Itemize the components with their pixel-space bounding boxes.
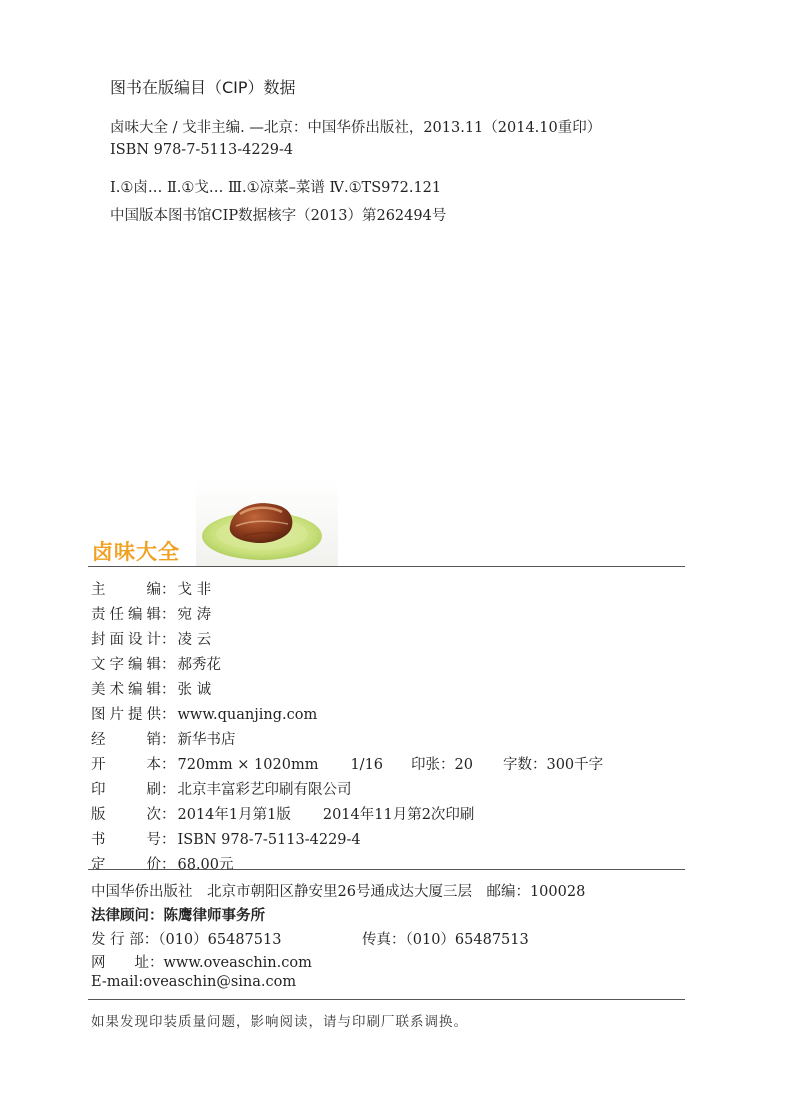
fax-label: 传真： <box>362 932 406 948</box>
credit-editor: 主编： 戈 非 <box>91 578 211 599</box>
divider-middle <box>88 869 685 870</box>
credit-cover-design-value: 凌 云 <box>177 632 212 648</box>
publisher-address: 中国华侨出版社 北京市朝阳区静安里26号通成达大厦三层 邮编：100028 <box>91 884 586 900</box>
sales-department <box>91 928 281 949</box>
credit-responsible-editor: 责任编辑： 宛 涛 <box>91 603 211 624</box>
legal-counsel: 法律顾问：陈鹰律师事务所 <box>91 908 265 924</box>
credit-printer-value: 北京丰富彩艺印刷有限公司 <box>177 782 352 798</box>
credit-art-editor-label: 美术编辑 <box>91 682 161 698</box>
credit-photo-label: 图片提供 <box>91 707 161 723</box>
divider-bottom <box>88 999 685 1000</box>
credit-art-editor-value: 张 诚 <box>177 682 212 698</box>
sales-label: 发 行 部： <box>91 932 159 948</box>
cip-line-4: 中国版本图书馆CIP数据核字（2013）第262494号 <box>110 208 447 224</box>
credit-format: 开本： 720mm × 1020mm 1/16 印张：20 字数：300千字 <box>91 753 603 774</box>
credit-cover-design-label: 封面设计 <box>91 632 161 648</box>
cip-line-2: ISBN 978-7-5113-4229-4 <box>110 142 294 158</box>
credit-isbn-value: ISBN 978-7-5113-4229-4 <box>177 832 361 848</box>
credit-sheets: 印张：20 <box>411 757 473 773</box>
credit-photo: 图片提供： www.quanjing.com <box>91 703 317 724</box>
credit-printer: 印刷： 北京丰富彩艺印刷有限公司 <box>91 778 352 799</box>
credit-price-value: 68.00元 <box>177 857 234 873</box>
credit-art-editor: 美术编辑： 张 诚 <box>91 678 211 699</box>
credit-format-size: 720mm × 1020mm <box>177 757 319 773</box>
credit-editor-label: 主编 <box>91 582 161 598</box>
website-label: 网 址： <box>91 955 164 971</box>
cip-line-3: Ⅰ.①卤… Ⅱ.①戈… Ⅲ.①凉菜–菜谱 Ⅳ.①TS972.121 <box>110 180 442 196</box>
credit-price: 定价： 68.00元 <box>91 853 234 874</box>
credit-responsible-editor-value: 宛 涛 <box>177 607 212 623</box>
credit-text-editor-label: 文字编辑 <box>91 657 161 673</box>
credit-edition-value-2: 2014年11月第2次印刷 <box>322 807 475 823</box>
credit-text-editor-value: 郝秀花 <box>177 657 221 673</box>
website <box>91 951 312 972</box>
divider-top <box>88 566 685 567</box>
credit-responsible-editor-label: 责任编辑 <box>91 607 161 623</box>
cip-title: 图书在版编目（CIP）数据 <box>110 78 296 97</box>
cip-line-1: 卤味大全 / 戈非主编. —北京：中国华侨出版社，2013.11（2014.10重印） <box>110 120 602 136</box>
credit-distributor-label: 经销 <box>91 732 161 748</box>
credit-cover-design: 封面设计： 凌 云 <box>91 628 211 649</box>
credit-price-label: 定价 <box>91 857 161 873</box>
email: E-mail:oveaschin@sina.com <box>91 974 297 990</box>
credit-isbn-label: 书号 <box>91 832 161 848</box>
credit-isbn: 书号： ISBN 978-7-5113-4229-4 <box>91 828 361 849</box>
credit-format-fraction: 1/16 <box>350 757 384 773</box>
credit-editor-value: 戈 非 <box>177 582 212 598</box>
book-title: 卤味大全 <box>92 540 180 564</box>
fax-phone: （010）65487513 <box>405 932 529 948</box>
credit-distributor: 经销： 新华书店 <box>91 728 236 749</box>
website-value: www.oveaschin.com <box>163 955 312 971</box>
credit-edition: 版次： 2014年1月第1版 2014年11月第2次印刷 <box>91 803 474 824</box>
fax <box>362 928 529 949</box>
credit-text-editor: 文字编辑： 郝秀花 <box>91 653 221 674</box>
credit-edition-label: 版次 <box>91 807 161 823</box>
sales-phone: （010）65487513 <box>158 932 282 948</box>
credit-distributor-value: 新华书店 <box>177 732 236 748</box>
braised-meat-plate-image <box>196 480 338 566</box>
quality-notice: 如果发现印装质量问题，影响阅读，请与印刷厂联系调换。 <box>91 1014 468 1030</box>
credit-edition-value-1: 2014年1月第1版 <box>177 807 291 823</box>
credit-printer-label: 印刷 <box>91 782 161 798</box>
credit-format-label: 开本 <box>91 757 161 773</box>
credit-photo-value: www.quanjing.com <box>177 707 318 723</box>
credit-word-count: 字数：300千字 <box>502 757 604 773</box>
